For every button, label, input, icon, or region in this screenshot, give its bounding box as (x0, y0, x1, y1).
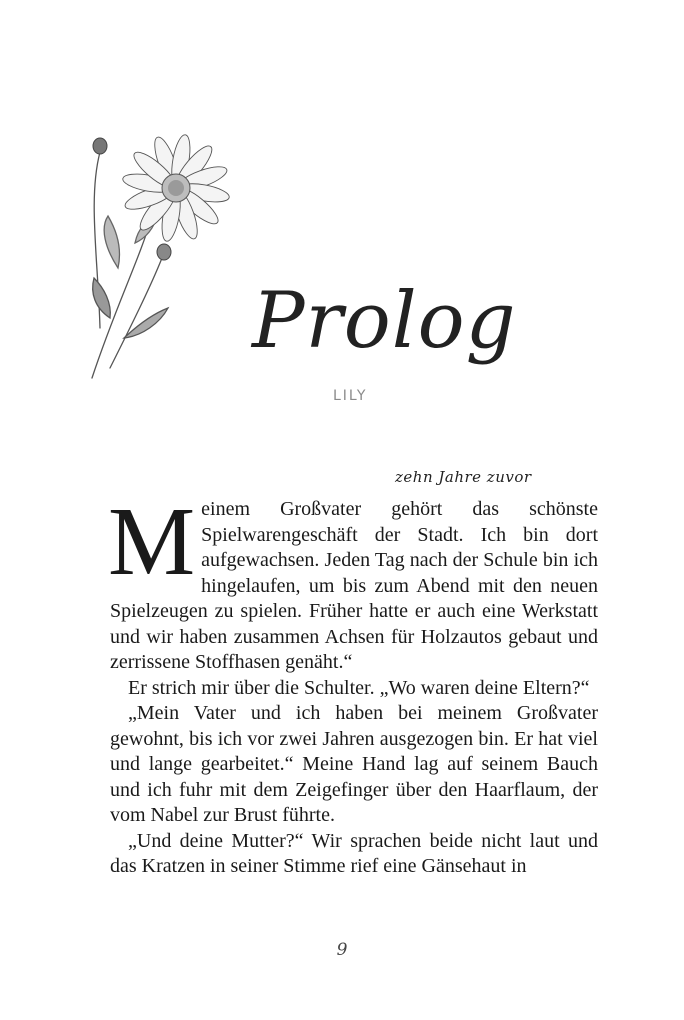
daisy-illustration-icon (80, 128, 240, 384)
time-note: zehn Jahre zuvor (395, 468, 532, 486)
page-number: 9 (336, 940, 348, 960)
paragraph: „Mein Vater und ich haben bei meinem Großvater gewohnt, bis ich vor zwei Jahren ausgezogen bin. Er hat viel und lange gearbeitet.“ Meine Hand lag auf seinem Bauch und ich fuhr mit dem Zeigefinger über den Haarflaum, der vom Nabel zur Brust führte. (110, 702, 598, 826)
chapter-narrator: LILY (333, 388, 368, 404)
paragraph-text: einem Großvater gehört das schönste Spielwarengeschäft der Stadt. Ich bin dort aufgewachsen. Jeden Tag nach der Schule bin ich hingelaufen, um bis zum Abend mit den neuen Spielzeugen zu spielen. Früher hatte er auch eine Werkstatt und wir haben zusammen Achsen für Holzautos gebaut und zerrissene Stoffhasen genäht.“ (110, 498, 598, 673)
drop-cap: M (108, 488, 196, 596)
chapter-title: Prolog (252, 276, 517, 366)
paragraph (108, 488, 598, 676)
body-text (108, 488, 598, 880)
paragraph: „Und deine Mutter?“ Wir sprachen beide nicht laut und das Kratzen in seiner Stimme rief eine Gänsehaut in (110, 829, 598, 877)
paragraph: Er strich mir über die Schulter. „Wo waren deine Eltern?“ (128, 676, 590, 699)
